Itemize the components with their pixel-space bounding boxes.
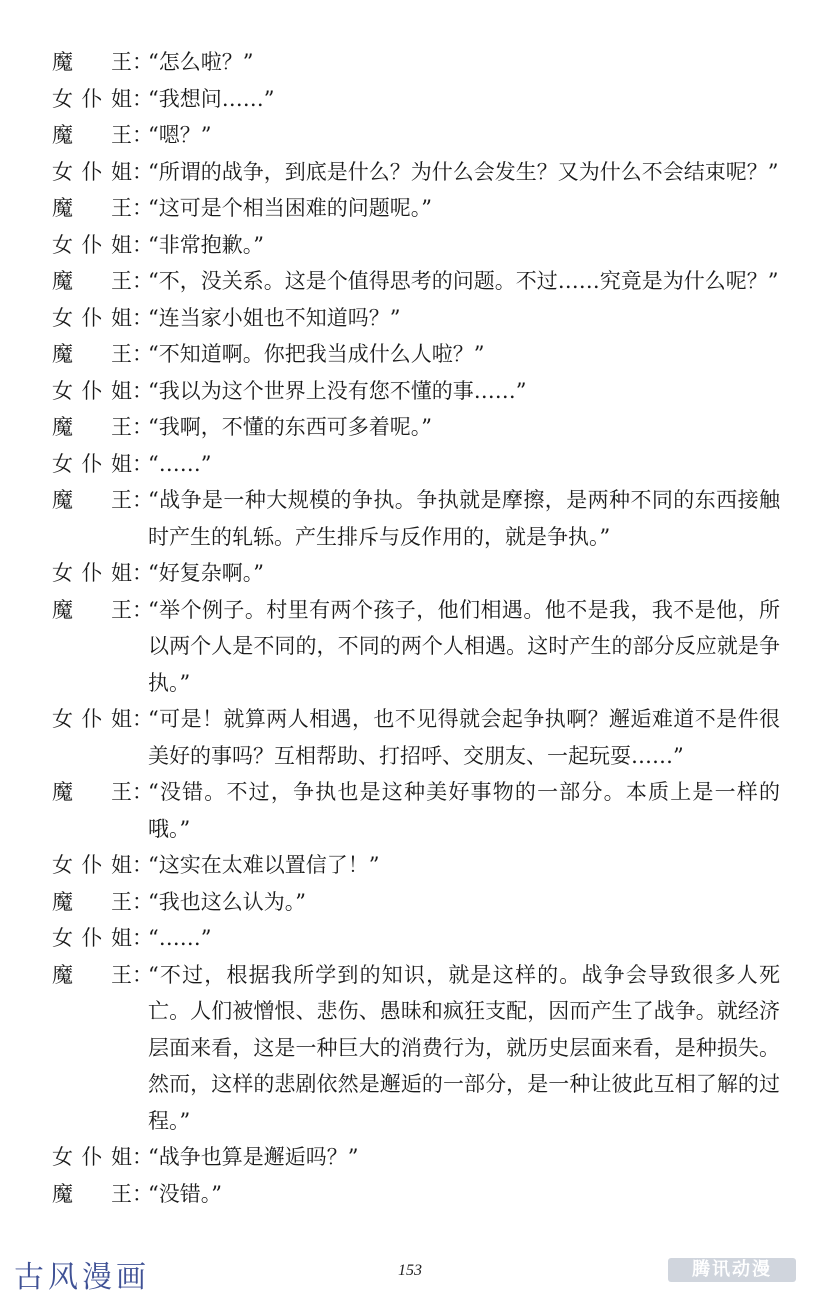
speaker-char: 女 bbox=[52, 86, 73, 111]
speaker-char: 仆 bbox=[81, 305, 103, 330]
speaker-colon: ： bbox=[132, 1181, 153, 1206]
speaker-char: 姐 bbox=[111, 378, 132, 403]
dialogue-line bbox=[52, 409, 780, 446]
dialogue-text: “战争也算是邂逅吗？” bbox=[148, 1145, 359, 1169]
speaker-name bbox=[52, 44, 132, 81]
speaker-label bbox=[52, 592, 153, 629]
speaker-char: 仆 bbox=[81, 926, 103, 950]
dialogue-line bbox=[52, 263, 780, 300]
speaker-label bbox=[52, 117, 153, 154]
speaker-label bbox=[52, 920, 153, 957]
speaker-label bbox=[52, 482, 153, 519]
speaker-char: 姐 bbox=[111, 86, 132, 111]
speaker-label bbox=[52, 190, 153, 227]
speaker-label bbox=[52, 263, 153, 300]
dialogue-text: “可是！就算两人相遇，也不见得就会起争执啊？邂逅难道不是件很美好的事吗？互相帮助、打招呼、交朋友、一起玩耍……” bbox=[148, 707, 780, 768]
speaker-colon: ： bbox=[132, 86, 153, 111]
speaker-char: 仆 bbox=[81, 707, 103, 731]
speaker-char: 仆 bbox=[81, 561, 103, 585]
speaker-char: 姐 bbox=[111, 305, 132, 330]
dialogue-line bbox=[52, 482, 780, 555]
speaker-name bbox=[52, 957, 132, 994]
speaker-char: 姐 bbox=[111, 159, 132, 184]
speaker-label bbox=[52, 227, 153, 264]
speaker-char: 王 bbox=[111, 488, 132, 512]
dialogue-text: “我也这么认为。” bbox=[148, 889, 306, 914]
speaker-char: 女 bbox=[52, 926, 73, 950]
speaker-label bbox=[52, 957, 153, 994]
speaker-label bbox=[52, 884, 153, 921]
speaker-char: 魔 bbox=[52, 488, 73, 512]
speaker-char: 王 bbox=[111, 415, 132, 439]
speaker-label bbox=[52, 446, 153, 483]
speaker-char: 仆 bbox=[81, 378, 103, 403]
speaker-name bbox=[52, 774, 132, 811]
speaker-colon: ： bbox=[132, 488, 153, 512]
speaker-colon: ： bbox=[132, 1145, 153, 1169]
speaker-name bbox=[52, 373, 132, 410]
speaker-char: 王 bbox=[111, 962, 132, 987]
speaker-char: 姐 bbox=[111, 1145, 132, 1169]
dialogue-line bbox=[52, 373, 780, 410]
dialogue-text: “没错。不过，争执也是这种美好事物的一部分。本质上是一样的哦。” bbox=[148, 780, 780, 841]
speaker-char: 王 bbox=[111, 196, 132, 220]
dialogue-text: “所谓的战争，到底是什么？为什么会发生？又为什么不会结束呢？” bbox=[148, 159, 779, 184]
speaker-char: 王 bbox=[111, 889, 132, 914]
speaker-label bbox=[52, 555, 153, 592]
speaker-colon: ： bbox=[132, 305, 153, 330]
speaker-name bbox=[52, 300, 132, 337]
speaker-name bbox=[52, 336, 132, 373]
dialogue-text: “怎么啦？” bbox=[148, 50, 254, 74]
dialogue-line bbox=[52, 1139, 780, 1176]
speaker-colon: ： bbox=[132, 780, 153, 804]
watermark-logo-right: 腾讯动漫 bbox=[668, 1258, 796, 1282]
speaker-char: 仆 bbox=[81, 86, 103, 111]
speaker-colon: ： bbox=[132, 561, 153, 585]
speaker-name bbox=[52, 190, 132, 227]
dialogue-line bbox=[52, 300, 780, 337]
speaker-char: 女 bbox=[52, 561, 73, 585]
speaker-char: 仆 bbox=[81, 232, 103, 257]
dialogue-text: “我以为这个世界上没有您不懂的事……” bbox=[148, 378, 527, 403]
speaker-char: 魔 bbox=[52, 342, 73, 366]
speaker-char: 王 bbox=[111, 123, 132, 147]
dialogue-text: “好复杂啊。” bbox=[148, 561, 264, 585]
speaker-char: 女 bbox=[52, 232, 73, 257]
speaker-label bbox=[52, 336, 153, 373]
speaker-char: 女 bbox=[52, 378, 73, 403]
speaker-colon: ： bbox=[132, 926, 153, 950]
speaker-name bbox=[52, 847, 132, 884]
page-number: 153 bbox=[398, 1262, 422, 1279]
dialogue-text: “不知道啊。你把我当成什么人啦？” bbox=[148, 342, 485, 366]
dialogue-text: “连当家小姐也不知道吗？” bbox=[148, 305, 401, 330]
speaker-name bbox=[52, 482, 132, 519]
speaker-colon: ： bbox=[132, 707, 153, 731]
dialogue-text: “我啊，不懂的东西可多着呢。” bbox=[148, 415, 432, 439]
dialogue-text: “非常抱歉。” bbox=[148, 232, 264, 257]
dialogue-text: “没错。” bbox=[148, 1181, 222, 1206]
dialogue-line bbox=[52, 920, 780, 957]
speaker-colon: ： bbox=[132, 196, 153, 220]
speaker-label bbox=[52, 81, 153, 118]
dialogue-line bbox=[52, 884, 780, 921]
dialogue-body bbox=[52, 44, 780, 1212]
speaker-char: 魔 bbox=[52, 415, 73, 439]
watermark-logo-left: 古风漫画 bbox=[14, 1260, 150, 1295]
speaker-name bbox=[52, 701, 132, 738]
speaker-label bbox=[52, 774, 153, 811]
speaker-name bbox=[52, 1139, 132, 1176]
dialogue-text: “战争是一种大规模的争执。争执就是摩擦，是两种不同的东西接触时产生的轧轹。产生排斥与反作用的，就是争执。” bbox=[148, 488, 780, 549]
dialogue-line bbox=[52, 154, 780, 191]
dialogue-text: “嗯？” bbox=[148, 123, 212, 147]
speaker-colon: ： bbox=[132, 889, 153, 914]
speaker-colon: ： bbox=[132, 269, 153, 293]
dialogue-line bbox=[52, 117, 780, 154]
speaker-char: 魔 bbox=[52, 50, 73, 74]
speaker-label bbox=[52, 409, 153, 446]
speaker-label bbox=[52, 1176, 153, 1213]
speaker-char: 仆 bbox=[81, 451, 103, 476]
dialogue-line bbox=[52, 847, 780, 884]
speaker-name bbox=[52, 884, 132, 921]
speaker-char: 王 bbox=[111, 597, 132, 622]
speaker-name bbox=[52, 555, 132, 592]
speaker-name bbox=[52, 920, 132, 957]
speaker-label bbox=[52, 300, 153, 337]
speaker-label bbox=[52, 701, 153, 738]
speaker-char: 女 bbox=[52, 451, 73, 476]
dialogue-line bbox=[52, 555, 780, 592]
speaker-name bbox=[52, 1176, 132, 1213]
speaker-name bbox=[52, 446, 132, 483]
speaker-name bbox=[52, 263, 132, 300]
speaker-label bbox=[52, 44, 153, 81]
dialogue-text: “这实在太难以置信了！” bbox=[148, 853, 380, 877]
speaker-char: 魔 bbox=[52, 889, 73, 914]
speaker-char: 魔 bbox=[52, 962, 73, 987]
speaker-char: 女 bbox=[52, 159, 73, 184]
speaker-name bbox=[52, 154, 132, 191]
speaker-char: 女 bbox=[52, 707, 73, 731]
dialogue-text: “不过，根据我所学到的知识，就是这样的。战争会导致很多人死亡。人们被憎恨、悲伤、愚昧和疯狂支配，因而产生了战争。就经济层面来看，这是一种巨大的消费行为，就历史层面来看，是种损失。然而，这样的悲剧依然是邂逅的一部分，是一种让彼此互相了解的过程。” bbox=[148, 962, 780, 1133]
speaker-char: 王 bbox=[111, 50, 132, 74]
speaker-colon: ： bbox=[132, 962, 153, 987]
speaker-colon: ： bbox=[132, 159, 153, 184]
speaker-char: 女 bbox=[52, 853, 73, 877]
speaker-char: 仆 bbox=[81, 159, 103, 184]
speaker-char: 姐 bbox=[111, 853, 132, 877]
speaker-colon: ： bbox=[132, 853, 153, 877]
speaker-label bbox=[52, 373, 153, 410]
speaker-char: 魔 bbox=[52, 269, 73, 293]
dialogue-line bbox=[52, 957, 780, 1140]
speaker-label bbox=[52, 847, 153, 884]
speaker-colon: ： bbox=[132, 378, 153, 403]
speaker-name bbox=[52, 592, 132, 629]
dialogue-line bbox=[52, 190, 780, 227]
speaker-colon: ： bbox=[132, 415, 153, 439]
dialogue-text: “不，没关系。这是个值得思考的问题。不过……究竟是为什么呢？” bbox=[148, 269, 779, 293]
speaker-name bbox=[52, 409, 132, 446]
speaker-char: 姐 bbox=[111, 232, 132, 257]
dialogue-line bbox=[52, 1176, 780, 1213]
dialogue-line bbox=[52, 592, 780, 702]
speaker-char: 仆 bbox=[81, 1145, 103, 1169]
speaker-char: 姐 bbox=[111, 561, 132, 585]
speaker-colon: ： bbox=[132, 232, 153, 257]
speaker-char: 女 bbox=[52, 305, 73, 330]
dialogue-line bbox=[52, 44, 780, 81]
speaker-char: 魔 bbox=[52, 597, 73, 622]
speaker-char: 魔 bbox=[52, 123, 73, 147]
speaker-char: 王 bbox=[111, 269, 132, 293]
speaker-label bbox=[52, 1139, 153, 1176]
speaker-colon: ： bbox=[132, 597, 153, 622]
dialogue-text: “……” bbox=[148, 451, 212, 476]
dialogue-line bbox=[52, 227, 780, 264]
speaker-label bbox=[52, 154, 153, 191]
speaker-char: 王 bbox=[111, 1181, 132, 1206]
speaker-colon: ： bbox=[132, 451, 153, 476]
speaker-char: 女 bbox=[52, 1145, 73, 1169]
dialogue-line bbox=[52, 446, 780, 483]
speaker-colon: ： bbox=[132, 50, 153, 74]
speaker-char: 姐 bbox=[111, 451, 132, 476]
dialogue-text: “这可是个相当困难的问题呢。” bbox=[148, 196, 432, 220]
dialogue-line bbox=[52, 774, 780, 847]
speaker-char: 魔 bbox=[52, 196, 73, 220]
speaker-char: 魔 bbox=[52, 780, 73, 804]
dialogue-text: “……” bbox=[148, 926, 212, 950]
speaker-char: 魔 bbox=[52, 1181, 73, 1206]
dialogue-text: “我想问……” bbox=[148, 86, 275, 111]
speaker-name bbox=[52, 81, 132, 118]
speaker-colon: ： bbox=[132, 123, 153, 147]
speaker-char: 王 bbox=[111, 780, 132, 804]
speaker-char: 仆 bbox=[81, 853, 103, 877]
dialogue-text: “举个例子。村里有两个孩子，他们相遇。他不是我，我不是他，所以两个人是不同的，不同的两个人相遇。这时产生的部分反应就是争执。” bbox=[148, 597, 780, 695]
speaker-char: 姐 bbox=[111, 707, 132, 731]
speaker-char: 王 bbox=[111, 342, 132, 366]
speaker-name bbox=[52, 227, 132, 264]
dialogue-line bbox=[52, 336, 780, 373]
dialogue-line bbox=[52, 81, 780, 118]
speaker-colon: ： bbox=[132, 342, 153, 366]
speaker-name bbox=[52, 117, 132, 154]
dialogue-line bbox=[52, 701, 780, 774]
speaker-char: 姐 bbox=[111, 926, 132, 950]
